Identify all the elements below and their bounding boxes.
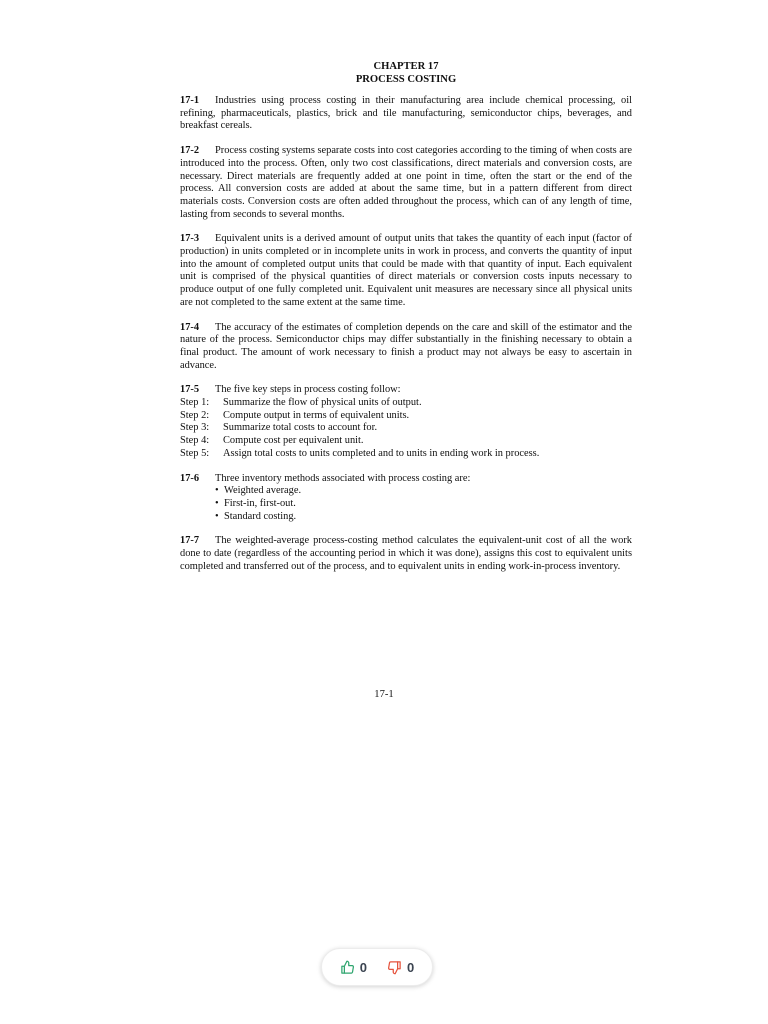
answer-text: Equivalent units is a derived amount of output units that takes the quantity of each input (factor of production) in units completed or in incomplete units in work in process, and converts the quantity of input into the amount of completed output units that could be made with that quantity of input. Each equivalent unit is comprised of the physical quantities of direct materials or conversion costs inputs necessary to produce output of one fully completed unit. Equivalent unit measures are necessary since all physical units are not completed to the same extent at the same time.: [180, 233, 632, 308]
step-item: [180, 448, 632, 461]
answer-17-5: [180, 384, 632, 460]
answer-number: 17-7: [180, 535, 200, 547]
step-label: Step 5:: [180, 447, 210, 459]
document-page: [180, 60, 632, 586]
step-item: [180, 435, 632, 448]
answer-text: Three inventory methods associated with process costing are:: [215, 472, 471, 484]
answer-17-6: [180, 473, 632, 524]
thumbs-up-icon: [340, 960, 355, 975]
inventory-methods-list: [180, 485, 632, 523]
answer-17-7: [180, 535, 632, 573]
step-text: Summarize the flow of physical units of output.: [223, 397, 422, 409]
step-item: [180, 410, 632, 423]
downvote-button[interactable]: [383, 958, 418, 977]
step-text: Compute cost per equivalent unit.: [223, 435, 364, 447]
step-text: Summarize total costs to account for.: [223, 422, 378, 434]
downvote-count: 0: [407, 959, 415, 975]
answer-text: The five key steps in process costing follow:: [215, 384, 401, 396]
answer-text: The accuracy of the estimates of completion depends on the care and skill of the estimator and the nature of the process. Semiconductor chips may differ substantially in the finishing necessary to obtain a final product. The amount of work necessary to finish a product may not always be easy to ascertain in advance.: [180, 321, 632, 371]
answer-text: Industries using process costing in their manufacturing area include chemical processing, oil refining, pharmaceuticals, plastics, brick and tile manufacturing, semiconductor chips, beverages, and breakfast cereals.: [180, 95, 632, 132]
list-item: • Standard costing.: [215, 511, 632, 524]
answer-number: 17-2: [180, 145, 200, 157]
step-label: Step 1:: [180, 397, 210, 409]
chapter-title: PROCESS COSTING: [355, 74, 457, 85]
vote-bar: [321, 948, 433, 986]
step-item: [180, 397, 632, 410]
answer-17-3: [180, 233, 632, 309]
answer-text: The weighted-average process-costing method calculates the equivalent-unit cost of all the work done to date (regardless of the accounting period in which it was done), assigns this cost to equivalent units completed and transferred out of the process, and to equivalent units in ending work-in-process inventory.: [180, 535, 632, 572]
step-item: [180, 422, 632, 435]
answer-number: 17-5: [180, 384, 200, 396]
answer-number: 17-3: [180, 233, 200, 245]
chapter-heading: [180, 60, 632, 86]
step-label: Step 4:: [180, 435, 210, 447]
answer-17-1: [180, 95, 632, 133]
thumbs-down-icon: [387, 960, 402, 975]
answer-number: 17-6: [180, 472, 200, 484]
answer-17-4: [180, 322, 632, 373]
list-item: • First-in, first-out.: [215, 498, 632, 511]
upvote-button[interactable]: [336, 958, 371, 977]
step-label: Step 2:: [180, 409, 210, 421]
step-text: Compute output in terms of equivalent units.: [223, 409, 410, 421]
step-text: Assign total costs to units completed and to units in ending work in process.: [223, 447, 540, 459]
answer-intro: [180, 473, 632, 486]
upvote-count: 0: [359, 959, 367, 975]
list-item: • Weighted average.: [215, 485, 632, 498]
step-label: Step 3:: [180, 422, 210, 434]
page-number: 17-1: [374, 689, 394, 700]
answer-number: 17-4: [180, 321, 200, 333]
answer-17-2: [180, 145, 632, 221]
chapter-label: CHAPTER 17: [373, 61, 439, 72]
answer-text: Process costing systems separate costs into cost categories according to the timing of when costs are introduced into the process. Often, only two cost classifications, direct materials and conversion costs, are necessary. Direct materials are frequently added at one point in time, often the start or the end of the process. All conversion costs are added at about the same time, but in a pattern different from direct materials costs. Conversion costs are often added throughout the process, which can of any length of time, lasting from seconds to several months.: [180, 145, 632, 220]
answer-number: 17-1: [180, 95, 200, 106]
answer-intro: [180, 384, 632, 397]
